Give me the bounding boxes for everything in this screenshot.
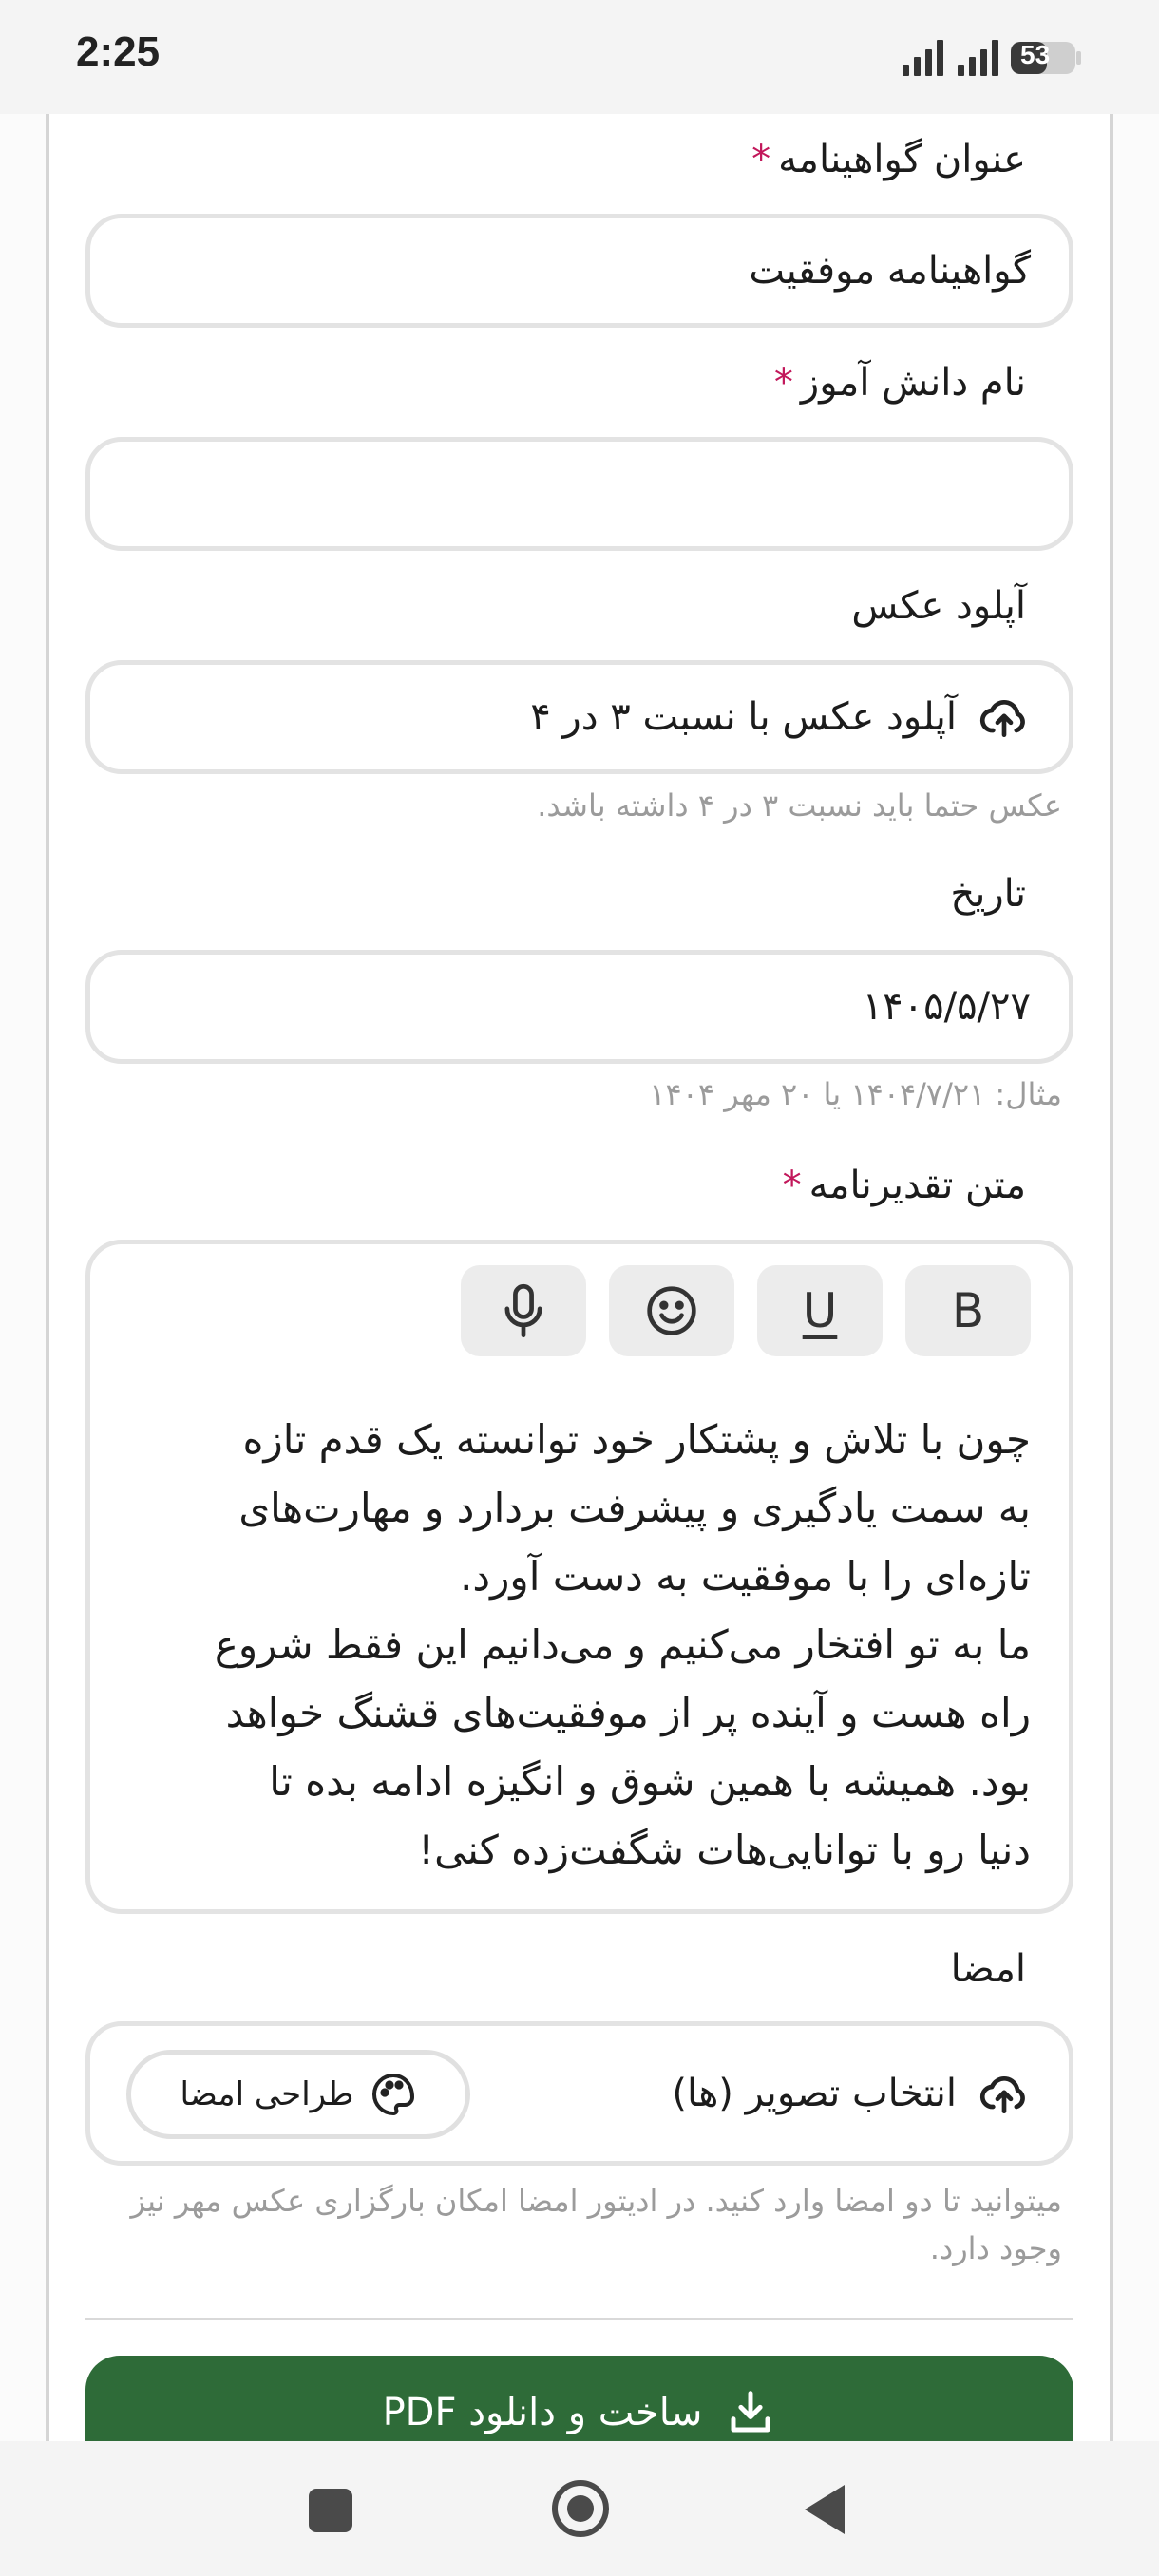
emoji-button[interactable] <box>609 1265 734 1356</box>
signal-icon <box>902 40 943 76</box>
photo-upload-label: آپلود عکس <box>851 584 1026 628</box>
certificate-text-editor[interactable] <box>86 1240 1074 1914</box>
photo-upload-text: آپلود عکس با نسبت ۳ در ۴ <box>530 695 957 739</box>
signature-label: امضا <box>950 1947 1026 1991</box>
cloud-upload-icon <box>978 2067 1031 2120</box>
underline-label: U <box>802 1283 838 1338</box>
date-label: تاریخ <box>950 872 1026 916</box>
required-mark: * <box>773 361 793 405</box>
required-mark: * <box>751 138 771 181</box>
signature-field <box>86 2021 1074 2166</box>
photo-hint: عکس حتما باید نسبت ۳ در ۴ داشته باشد. <box>537 787 1062 824</box>
download-icon <box>725 2387 776 2438</box>
create-download-pdf-label: ساخت و دانلود PDF <box>382 2391 703 2434</box>
cloud-upload-icon <box>978 691 1031 744</box>
certificate-title-value: گواهینامه موفقیت <box>749 249 1031 293</box>
signature-select-button[interactable] <box>672 2067 1031 2120</box>
status-icons <box>902 36 1083 78</box>
design-signature-label: طراحی امضا <box>180 2075 354 2113</box>
student-name-input[interactable] <box>86 437 1074 551</box>
date-input[interactable] <box>86 950 1074 1064</box>
photo-upload-button[interactable] <box>86 660 1074 774</box>
battery-level: 53 <box>1020 40 1051 69</box>
home-circle-icon <box>551 2479 610 2538</box>
certificate-title-label: عنوان گواهینامه* <box>751 138 1026 181</box>
signal-icon-2 <box>958 40 998 76</box>
date-value: ۱۴۰۵/۵/۲۷ <box>862 985 1031 1029</box>
design-signature-button[interactable] <box>126 2050 470 2139</box>
recents-button[interactable] <box>309 2489 352 2536</box>
certificate-title-input[interactable] <box>86 214 1074 328</box>
underline-button[interactable] <box>757 1265 883 1356</box>
square-icon <box>309 2489 352 2532</box>
back-button[interactable] <box>803 2483 846 2540</box>
certificate-text-label: متن تقدیرنامه* <box>782 1164 1026 1207</box>
bold-button[interactable] <box>905 1265 1031 1356</box>
editor-toolbar <box>461 1265 1031 1356</box>
emoji-icon <box>645 1284 698 1337</box>
signature-select-text: انتخاب تصویر (ها) <box>672 2072 957 2115</box>
signature-hint: میتوانید تا دو امضا وارد کنید. در ادیتور امضا امکان بارگزاری عکس مهر نیز وجود دارد. <box>130 2183 1062 2266</box>
back-triangle-icon <box>803 2483 846 2536</box>
required-mark: * <box>782 1164 802 1207</box>
certificate-text-content: چون با تلاش و پشتکار خود توانسته یک قدم تازه به سمت یادگیری و پیشرفت بردارد و مهارت‌های تازه‌ای را با موفقیت به دست آورد. ما به تو افتخار می‌کنیم و می‌دانیم این فقط شروع راه هست و آینده پر از موفقیت‌های قشنگ خواهد بود. همیشه با همین شوق و انگیزه ادامه بده تا دنیا رو با توانایی‌هات شگفت‌زده کنی! <box>214 1416 1031 1873</box>
divider <box>86 2318 1074 2320</box>
status-bar <box>0 0 1159 114</box>
date-hint: مثال: ۱۴۰۴/۷/۲۱ یا ۲۰ مهر ۱۴۰۴ <box>649 1076 1062 1112</box>
navigation-bar <box>0 2441 1159 2576</box>
student-name-label: نام دانش آموز* <box>773 361 1026 405</box>
palette-icon <box>370 2072 416 2117</box>
microphone-icon <box>499 1282 548 1339</box>
home-button[interactable] <box>551 2479 610 2542</box>
bold-label: B <box>951 1283 985 1338</box>
status-time: 2:25 <box>76 28 161 75</box>
microphone-button[interactable] <box>461 1265 586 1356</box>
